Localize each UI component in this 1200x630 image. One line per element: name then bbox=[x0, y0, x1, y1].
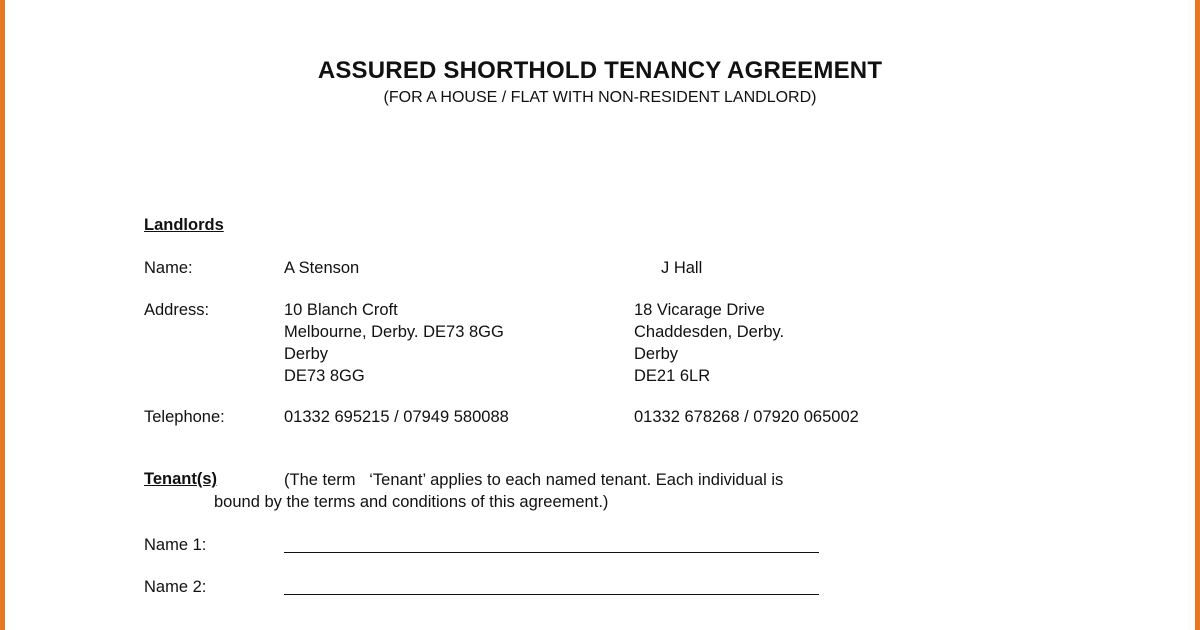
tenant-2-name-field[interactable] bbox=[284, 594, 819, 595]
tenants-note-line-2: bound by the terms and conditions of this agreement.) bbox=[214, 493, 609, 511]
address-line: Derby bbox=[284, 345, 329, 363]
landlord-1-telephone: 01332 695215 / 07949 580088 bbox=[284, 408, 509, 426]
document-subtitle: (FOR A HOUSE / FLAT WITH NON-RESIDENT LANDLORD) bbox=[383, 89, 817, 106]
landlords-heading: Landlords bbox=[144, 216, 224, 234]
landlord-2-address bbox=[634, 299, 784, 387]
document-page bbox=[6, 0, 1194, 630]
address-line: Derby bbox=[634, 345, 679, 363]
landlord-1-name: A Stenson bbox=[284, 259, 360, 277]
left-border bbox=[0, 0, 5, 630]
address-line: DE73 8GG bbox=[284, 367, 365, 385]
landlord-1-address bbox=[284, 299, 504, 387]
telephone-label: Telephone: bbox=[144, 408, 225, 426]
tenants-heading: Tenant(s) bbox=[144, 470, 218, 488]
address-line: DE21 6LR bbox=[634, 367, 711, 385]
address-label: Address: bbox=[144, 301, 210, 319]
right-border bbox=[1195, 0, 1200, 630]
address-line: Chaddesden, Derby. bbox=[634, 323, 785, 341]
document-title: ASSURED SHORTHOLD TENANCY AGREEMENT bbox=[317, 57, 883, 84]
tenant-1-label: Name 1: bbox=[144, 536, 207, 554]
tenant-2-label: Name 2: bbox=[144, 578, 207, 596]
name-label: Name: bbox=[144, 259, 193, 277]
landlord-2-name: J Hall bbox=[661, 259, 703, 277]
tenants-note-line-1: (The term ‘Tenant’ applies to each named tenant. Each individual is bbox=[284, 471, 784, 489]
address-line: Melbourne, Derby. DE73 8GG bbox=[284, 323, 504, 341]
address-line: 10 Blanch Croft bbox=[284, 301, 398, 319]
landlord-2-telephone: 01332 678268 / 07920 065002 bbox=[634, 408, 859, 426]
address-line: 18 Vicarage Drive bbox=[634, 301, 765, 319]
tenant-1-name-field[interactable] bbox=[284, 552, 819, 553]
